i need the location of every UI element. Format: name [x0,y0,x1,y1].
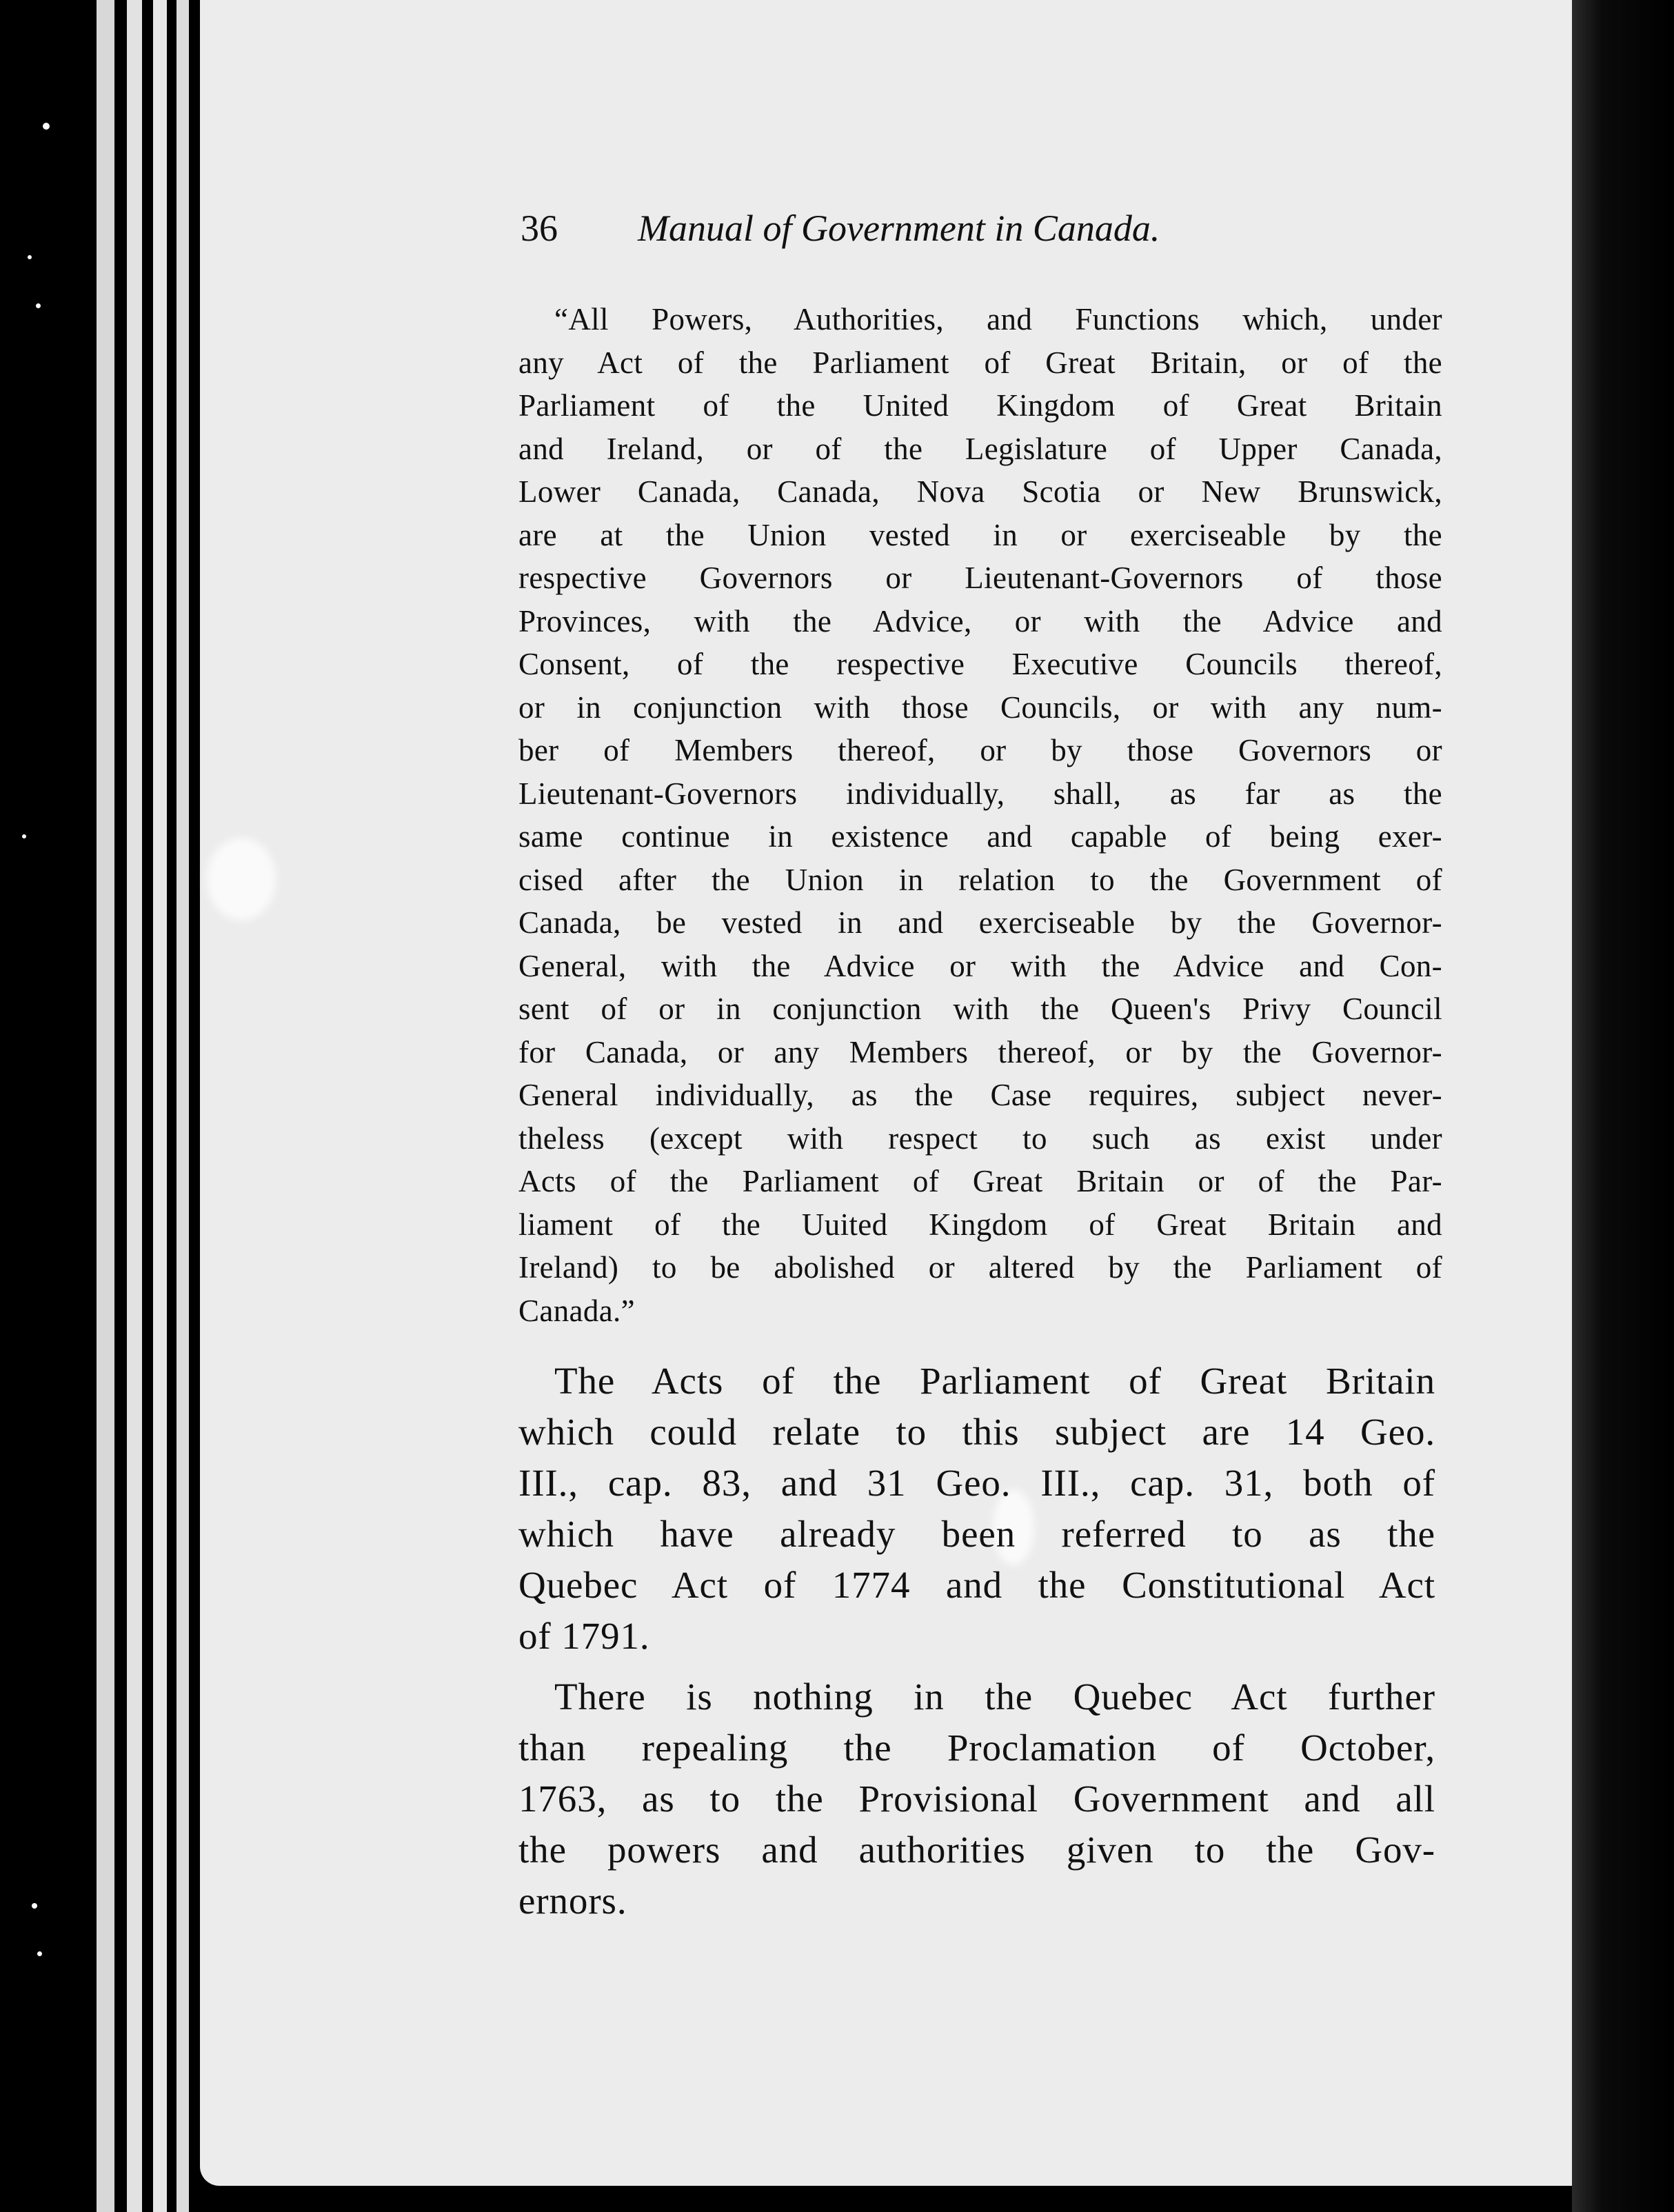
quoted-statute-paragraph [518,298,1442,1332]
scan-speck [43,123,50,130]
text-line: The Acts of the Parliament of Great Britain [554,1360,1435,1402]
text-line: cised after the Union in relation to the Government of [518,862,1442,897]
scan-speck [36,303,41,308]
page-edge [177,0,189,2212]
text-line: Canada, be vested in and exerciseable by the Governor- [518,905,1442,940]
scan-speck [28,255,32,259]
page-edge [127,0,142,2212]
page-number: 36 [521,208,558,249]
text-line: Lieutenant-Governors individually, shall, as far as the [518,776,1442,811]
running-head [521,207,1348,269]
text-line: of 1791. [518,1615,650,1657]
text-line: any Act of the Parliament of Great Britain, or of the [518,345,1442,380]
text-line: Parliament of the United Kingdom of Great Britain [518,388,1442,423]
text-line: Canada.” [518,1293,635,1328]
text-line: than repealing the Proclamation of October, [518,1727,1435,1769]
text-line: Consent, of the respective Executive Councils thereof, [518,647,1442,681]
paper-blemish [207,838,276,921]
running-title: Manual of Government in Canada. [638,208,1160,249]
text-line: Lower Canada, Canada, Nova Scotia or New Brunswick, [518,474,1442,509]
text-line: which could relate to this subject are 14 Geo. [518,1411,1435,1453]
scan-speck [22,834,26,838]
scan-speck [32,1903,37,1909]
text-line: theless (except with respect to such as exist under [518,1120,1442,1156]
text-line: and Ireland, or of the Legislature of Upper Canada, [518,431,1442,466]
text-line: Acts of the Parliament of Great Britain or of the Par- [518,1164,1442,1198]
text-line: are at the Union vested in or exerciseable by the [518,517,1442,552]
text-line: sent of or in conjunction with the Queen's Privy Council [518,992,1442,1026]
text-line: ber of Members thereof, or by those Governors or [518,733,1442,767]
body-paragraph [518,1671,1435,1927]
text-line: the powers and authorities given to the Gov- [518,1829,1435,1871]
text-line: respective Governors or Lieutenant-Governors of those [518,561,1442,595]
text-line: which have already been referred to as the [518,1513,1435,1555]
text-line: 1763, as to the Provisional Government and all [518,1778,1435,1820]
page-edge [97,0,114,2212]
text-line: liament of the Uuited Kingdom of Great Britain and [518,1207,1442,1242]
text-line: III., cap. 83, and 31 Geo. III., cap. 31, both of [518,1462,1435,1504]
binding-gutter [1572,0,1674,2212]
text-line: “All Powers, Authorities, and Functions which, under [554,302,1442,336]
text-line: Quebec Act of 1774 and the Constitutional Act [518,1564,1435,1606]
text-line: ernors. [518,1880,627,1922]
text-line: There is nothing in the Quebec Act further [554,1676,1435,1718]
body-paragraph [518,1356,1435,1662]
text-line: for Canada, or any Members thereof, or by the Governor- [518,1034,1442,1069]
text-line: General, with the Advice or with the Advice and Con- [518,948,1442,983]
text-line: same continue in existence and capable of being exer- [518,819,1442,854]
page-edge [153,0,167,2212]
text-line: General individually, as the Case requires, subject never- [518,1078,1442,1112]
text-line: Ireland) to be abolished or altered by the Parliament of [518,1250,1442,1285]
scan-speck [37,1951,42,1956]
text-line: Provinces, with the Advice, or with the Advice and [518,603,1442,639]
text-line: or in conjunction with those Councils, or with any num- [518,690,1442,725]
